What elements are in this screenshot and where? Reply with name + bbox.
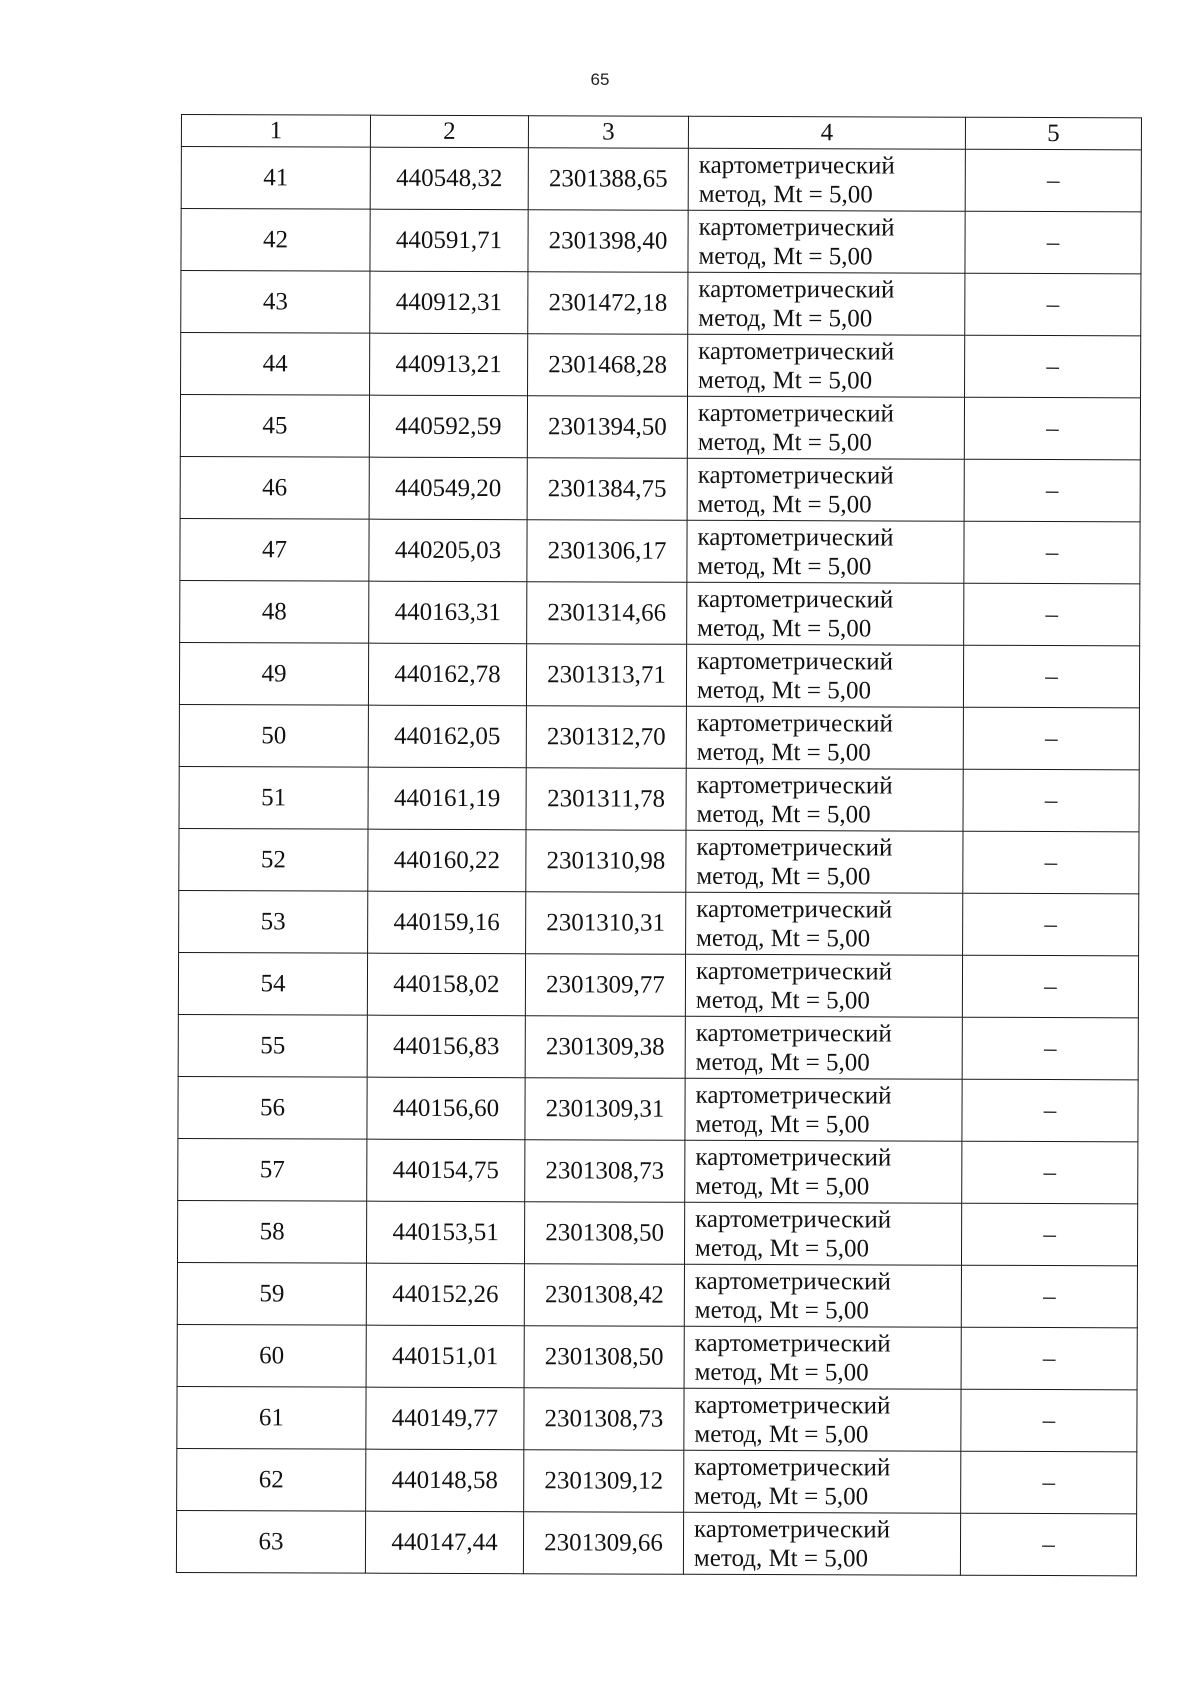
table-row: [177, 1448, 1137, 1513]
method-name-text: картометрический: [696, 833, 893, 861]
method-accuracy-text: метод, Mt = 5,00: [696, 862, 871, 890]
coordinates-table-container: [176, 114, 1141, 1576]
point-number-cell: 62: [177, 1448, 366, 1511]
y-coordinate-cell: 2301309,77: [525, 954, 685, 1017]
method-name-text: картометрический: [694, 1267, 891, 1295]
method-cell: [684, 1264, 961, 1327]
table-row: [177, 1262, 1137, 1327]
point-number-cell: 46: [180, 456, 369, 519]
point-number-cell: 48: [180, 580, 369, 643]
method-cell: [687, 396, 964, 459]
table-row: [177, 1324, 1137, 1389]
header-cell-col1: 1: [181, 115, 370, 148]
method-name-text: картометрический: [694, 1515, 891, 1543]
method-cell: [685, 954, 962, 1017]
point-number-cell: 41: [181, 147, 370, 210]
method-accuracy-text: метод, Mt = 5,00: [698, 242, 873, 270]
note-cell: –: [962, 1079, 1138, 1142]
method-cell: [686, 768, 963, 831]
method-cell: [683, 1512, 960, 1575]
method-cell: [688, 148, 965, 211]
x-coordinate-cell: 440156,60: [367, 1077, 525, 1140]
x-coordinate-cell: 440913,21: [370, 333, 528, 396]
note-cell: –: [965, 335, 1141, 398]
note-cell: –: [961, 1203, 1137, 1266]
method-name-text: картометрический: [695, 1081, 892, 1109]
table-row: [180, 518, 1140, 583]
method-name-text: картометрический: [697, 461, 894, 489]
table-row: [178, 1138, 1138, 1203]
y-coordinate-cell: 2301313,71: [526, 644, 686, 707]
method-name-text: картометрический: [695, 1143, 892, 1171]
method-cell: [688, 210, 965, 273]
method-name-text: картометрический: [694, 1329, 891, 1357]
method-name-text: картометрический: [698, 275, 895, 303]
x-coordinate-cell: 440205,03: [369, 519, 527, 582]
point-number-cell: 57: [178, 1138, 367, 1201]
x-coordinate-cell: 440149,77: [366, 1387, 524, 1450]
table-row: [178, 1076, 1138, 1141]
x-coordinate-cell: 440154,75: [367, 1139, 525, 1202]
method-accuracy-text: метод, Mt = 5,00: [698, 304, 873, 332]
x-coordinate-cell: 440592,59: [369, 395, 527, 458]
method-cell: [688, 334, 965, 397]
method-accuracy-text: метод, Mt = 5,00: [697, 490, 872, 518]
method-accuracy-text: метод, Mt = 5,00: [694, 1296, 869, 1324]
y-coordinate-cell: 2301311,78: [526, 768, 686, 831]
table-row: [177, 1200, 1137, 1265]
x-coordinate-cell: 440148,58: [366, 1449, 524, 1512]
method-accuracy-text: метод, Mt = 5,00: [695, 1172, 870, 1200]
point-number-cell: 49: [179, 642, 368, 705]
y-coordinate-cell: 2301468,28: [528, 334, 688, 397]
note-cell: –: [961, 1389, 1137, 1452]
method-accuracy-text: метод, Mt = 5,00: [698, 180, 873, 208]
method-accuracy-text: метод, Mt = 5,00: [694, 1358, 869, 1386]
table-row: [178, 952, 1138, 1017]
point-number-cell: 51: [179, 766, 368, 829]
point-number-cell: 56: [178, 1076, 367, 1139]
y-coordinate-cell: 2301388,65: [528, 148, 688, 211]
method-name-text: картометрический: [695, 1205, 892, 1233]
point-number-cell: 59: [177, 1262, 366, 1325]
x-coordinate-cell: 440160,22: [368, 829, 526, 892]
point-number-cell: 63: [176, 1510, 365, 1573]
table-row: [176, 1510, 1136, 1575]
y-coordinate-cell: 2301308,73: [525, 1140, 685, 1203]
y-coordinate-cell: 2301309,12: [524, 1450, 684, 1513]
table-header: [181, 115, 1141, 150]
note-cell: –: [963, 893, 1139, 956]
table-row: [181, 209, 1141, 274]
point-number-cell: 45: [180, 395, 369, 458]
note-cell: –: [965, 211, 1141, 274]
note-cell: –: [965, 273, 1141, 336]
method-name-text: картометрический: [695, 1019, 892, 1047]
method-cell: [686, 644, 963, 707]
method-name-text: картометрический: [698, 151, 895, 179]
method-name-text: картометрический: [697, 399, 894, 427]
table-row: [180, 580, 1140, 645]
method-name-text: картометрический: [698, 337, 895, 365]
note-cell: –: [962, 1017, 1138, 1080]
y-coordinate-cell: 2301310,98: [526, 830, 686, 893]
method-name-text: картометрический: [697, 585, 894, 613]
method-cell: [685, 1078, 962, 1141]
table-row: [180, 395, 1140, 460]
x-coordinate-cell: 440591,71: [370, 209, 528, 272]
point-number-cell: 61: [177, 1386, 366, 1449]
table-row: [181, 271, 1141, 336]
method-cell: [684, 1202, 961, 1265]
page-number: 65: [590, 70, 610, 89]
note-cell: –: [961, 1451, 1137, 1514]
method-accuracy-text: метод, Mt = 5,00: [696, 924, 871, 952]
method-cell: [687, 520, 964, 583]
method-cell: [686, 830, 963, 893]
y-coordinate-cell: 2301312,70: [526, 706, 686, 769]
header-cell-col5: 5: [965, 117, 1141, 150]
y-coordinate-cell: 2301314,66: [527, 582, 687, 645]
method-cell: [688, 272, 965, 335]
y-coordinate-cell: 2301308,50: [524, 1326, 684, 1389]
method-accuracy-text: метод, Mt = 5,00: [694, 1482, 869, 1510]
method-name-text: картометрический: [696, 771, 893, 799]
method-name-text: картометрический: [695, 957, 893, 985]
method-accuracy-text: метод, Mt = 5,00: [697, 614, 872, 642]
header-row: [181, 115, 1141, 150]
y-coordinate-cell: 2301394,50: [527, 396, 687, 459]
x-coordinate-cell: 440912,31: [370, 271, 528, 334]
y-coordinate-cell: 2301398,40: [528, 210, 688, 273]
x-coordinate-cell: 440158,02: [367, 953, 525, 1016]
header-cell-col4: 4: [688, 116, 965, 149]
x-coordinate-cell: 440152,26: [366, 1263, 524, 1326]
method-name-text: картометрический: [696, 895, 893, 923]
method-cell: [686, 706, 963, 769]
method-accuracy-text: метод, Mt = 5,00: [697, 428, 872, 456]
method-name-text: картометрический: [696, 709, 893, 737]
table-row: [180, 456, 1140, 521]
note-cell: –: [965, 149, 1141, 212]
y-coordinate-cell: 2301309,31: [525, 1078, 685, 1141]
y-coordinate-cell: 2301309,38: [525, 1016, 685, 1079]
note-cell: –: [964, 397, 1140, 460]
x-coordinate-cell: 440147,44: [365, 1511, 523, 1574]
note-cell: –: [962, 955, 1138, 1018]
y-coordinate-cell: 2301384,75: [527, 458, 687, 521]
point-number-cell: 44: [181, 333, 370, 396]
x-coordinate-cell: 440163,31: [369, 581, 527, 644]
x-coordinate-cell: 440162,78: [368, 643, 526, 706]
y-coordinate-cell: 2301310,31: [526, 892, 686, 955]
y-coordinate-cell: 2301306,17: [527, 520, 687, 583]
table-row: [179, 890, 1139, 955]
method-accuracy-text: метод, Mt = 5,00: [695, 1048, 870, 1076]
y-coordinate-cell: 2301308,50: [524, 1202, 684, 1265]
x-coordinate-cell: 440549,20: [369, 457, 527, 520]
x-coordinate-cell: 440159,16: [368, 891, 526, 954]
point-number-cell: 53: [179, 890, 368, 953]
point-number-cell: 54: [178, 952, 367, 1015]
coordinates-table: [176, 114, 1142, 1576]
x-coordinate-cell: 440153,51: [366, 1201, 524, 1264]
table-row: [178, 1014, 1138, 1079]
y-coordinate-cell: 2301308,42: [524, 1264, 684, 1327]
x-coordinate-cell: 440161,19: [368, 767, 526, 830]
method-accuracy-text: метод, Mt = 5,00: [696, 676, 872, 704]
point-number-cell: 55: [178, 1014, 367, 1077]
point-number-cell: 58: [177, 1200, 366, 1263]
method-cell: [687, 458, 964, 521]
header-cell-col2: 2: [370, 115, 528, 148]
method-cell: [685, 1016, 962, 1079]
note-cell: –: [964, 521, 1140, 584]
header-cell-col3: 3: [528, 116, 688, 149]
note-cell: –: [964, 583, 1140, 646]
method-accuracy-text: метод, Mt = 5,00: [698, 366, 873, 394]
method-cell: [684, 1388, 961, 1451]
method-name-text: картометрический: [694, 1453, 891, 1481]
note-cell: –: [964, 459, 1140, 522]
table-row: [181, 147, 1141, 212]
table-row: [177, 1386, 1137, 1451]
method-name-text: картометрический: [697, 647, 894, 675]
table-row: [179, 642, 1139, 707]
x-coordinate-cell: 440151,01: [366, 1325, 524, 1388]
y-coordinate-cell: 2301308,73: [524, 1388, 684, 1451]
method-cell: [686, 892, 963, 955]
method-name-text: картометрический: [698, 213, 895, 241]
table-body: [176, 147, 1141, 1576]
point-number-cell: 60: [177, 1324, 366, 1387]
table-row: [179, 766, 1139, 831]
table-row: [181, 333, 1141, 398]
note-cell: –: [963, 645, 1139, 708]
method-cell: [685, 1140, 962, 1203]
table-row: [179, 828, 1139, 893]
note-cell: –: [961, 1327, 1137, 1390]
note-cell: –: [963, 769, 1139, 832]
note-cell: –: [963, 831, 1139, 894]
note-cell: –: [963, 707, 1139, 770]
method-accuracy-text: метод, Mt = 5,00: [695, 1110, 870, 1138]
x-coordinate-cell: 440548,32: [370, 147, 528, 210]
method-accuracy-text: метод, Mt = 5,00: [694, 1234, 870, 1262]
method-name-text: картометрический: [697, 523, 894, 551]
method-name-text: картометрический: [694, 1391, 891, 1419]
point-number-cell: 43: [181, 271, 370, 334]
x-coordinate-cell: 440162,05: [368, 705, 526, 768]
method-cell: [684, 1326, 961, 1389]
method-accuracy-text: метод, Mt = 5,00: [694, 1420, 869, 1448]
note-cell: –: [961, 1265, 1137, 1328]
x-coordinate-cell: 440156,83: [367, 1015, 525, 1078]
method-accuracy-text: метод, Mt = 5,00: [693, 1544, 869, 1572]
point-number-cell: 52: [179, 828, 368, 891]
point-number-cell: 42: [181, 209, 370, 272]
y-coordinate-cell: 2301472,18: [528, 272, 688, 335]
note-cell: –: [962, 1141, 1138, 1204]
point-number-cell: 47: [180, 518, 369, 581]
note-cell: –: [960, 1513, 1136, 1576]
y-coordinate-cell: 2301309,66: [523, 1512, 683, 1575]
table-row: [179, 704, 1139, 769]
method-cell: [684, 1450, 961, 1513]
point-number-cell: 50: [179, 704, 368, 767]
method-accuracy-text: метод, Mt = 5,00: [696, 738, 871, 766]
method-accuracy-text: метод, Mt = 5,00: [695, 986, 871, 1014]
method-accuracy-text: метод, Mt = 5,00: [697, 552, 872, 580]
method-accuracy-text: метод, Mt = 5,00: [696, 800, 871, 828]
method-cell: [687, 582, 964, 645]
